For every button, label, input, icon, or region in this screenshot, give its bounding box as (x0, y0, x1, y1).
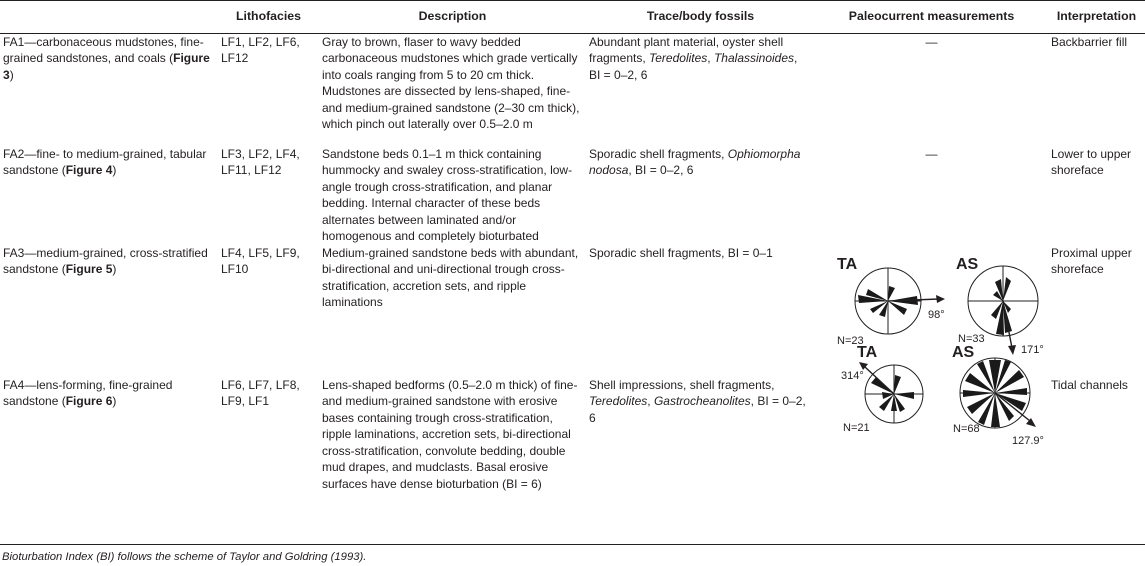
header-row (0, 1, 1145, 34)
description-cell: Gray to brown, flaser to wavy bedded carbonaceous mudstones which grade vertically into coals ranging from 5 to 20 cm thick. Mudstones are dissected by lens-shaped, fine-and medium-grained sandstone (2–30 cm thick), which pinch out laterally over 0.5–2.0 m (322, 34, 580, 131)
header-interpretation: Interpretation (1048, 1, 1145, 34)
fossils-cell: Abundant plant material, oyster shell fragments, Teredolites, Thalassinoides, BI = 0–2, 6 (589, 34, 798, 82)
lithofacies-cell: LF3, LF2, LF4, LF11, LF12 (221, 146, 300, 177)
fossils-cell: Sporadic shell fragments, Ophiomorpha nodosa, BI = 0–2, 6 (589, 146, 801, 177)
rose-azimuth: 171° (1021, 343, 1044, 356)
figure-link[interactable]: Figure 4 (65, 163, 113, 177)
facies-cell: FA1—carbonaceous mudstones, fine-grained sandstones, and coals (Figure 3) (3, 34, 210, 82)
header-facies-association (0, 1, 218, 34)
interpretation-cell: Lower to upper shoreface (1051, 146, 1132, 177)
table-row (0, 377, 1145, 544)
description-cell: Sandstone beds 0.1–1 m thick containing hummocky and swaley cross-stratification, low-angle trough cross-stratification, and planar bedding. Internal character of these beds alternates between laminated and/or homogenous and completely bioturbated (322, 146, 573, 243)
facies-cell: FA2—fine- to medium-grained, tabular sandstone (Figure 4) (3, 146, 207, 177)
paleocurrent-cell: — (925, 34, 938, 49)
interpretation-cell: Tidal channels (1051, 377, 1128, 392)
header-lithofacies: Lithofacies (218, 1, 319, 34)
rose-azimuth: 98° (928, 308, 945, 321)
figure-link[interactable]: Figure 3 (3, 51, 210, 82)
table-row (0, 33, 1145, 146)
header-fossils: Trace/body fossils (586, 1, 815, 34)
rose-azimuth: 314° (841, 369, 864, 382)
rose-count: N=21 (843, 421, 870, 434)
rose-count: N=33 (958, 332, 985, 345)
rose-title: TA (857, 343, 878, 361)
description-cell: Medium-grained sandstone beds with abundant, bi-directional and uni-directional trough cross-stratification, accretion sets, and ripple laminations (322, 245, 579, 309)
interpretation-cell: Backbarrier fill (1051, 34, 1128, 49)
description-cell: Lens-shaped bedforms (0.5–2.0 m thick) of fine-and medium-grained sandstone with erosive bases containing trough cross-stratification, ripple laminations, accretion sets, bi-directional cross-stratification, convolute bedding, double mud drapes, and mudclasts. Basal erosive surfaces have dense bioturbation (BI = 6) (322, 377, 578, 491)
rose-count: N=68 (953, 422, 980, 435)
table-footnote: Bioturbation Index (BI) follows the scheme of Taylor and Goldring (1993). (2, 551, 367, 563)
lithofacies-cell: LF1, LF2, LF6, LF12 (221, 34, 300, 65)
fossils-cell: Shell impressions, shell fragments, Teredolites, Gastrocheanolites, BI = 0–2, 6 (589, 377, 806, 425)
interpretation-cell: Proximal upper shoreface (1051, 245, 1132, 276)
rose-diagrams-fa3 (815, 239, 1048, 356)
header-paleocurrent: Paleocurrent measurements (815, 1, 1048, 34)
header-description: Description (319, 1, 586, 34)
rose-azimuth: 127.9° (1012, 434, 1044, 447)
rose-ta (837, 256, 945, 347)
rose-as (952, 344, 1044, 447)
rose-title: AS (952, 343, 975, 361)
lithofacies-cell: LF6, LF7, LF8, LF9, LF1 (221, 377, 300, 408)
rose-count: N=23 (837, 334, 864, 347)
lithofacies-cell: LF4, LF5, LF9, LF10 (221, 245, 300, 276)
facies-cell: FA4—lens-forming, fine-grained sandstone (Figure 6) (3, 377, 173, 408)
figure-link[interactable]: Figure 6 (65, 394, 113, 408)
figure-link[interactable]: Figure 5 (65, 262, 113, 276)
paleocurrent-cell: — (925, 146, 938, 161)
rose-title: AS (956, 255, 979, 273)
fossils-cell: Sporadic shell fragments, BI = 0–1 (589, 245, 773, 260)
table-row (0, 146, 1145, 245)
facies-cell: FA3—medium-grained, cross-stratified sandstone (Figure 5) (3, 245, 208, 276)
rose-title: TA (837, 255, 858, 273)
rose-ta (841, 344, 923, 434)
rose-diagrams-fa4 (815, 334, 1048, 457)
table-bottom-rule (0, 544, 1145, 545)
